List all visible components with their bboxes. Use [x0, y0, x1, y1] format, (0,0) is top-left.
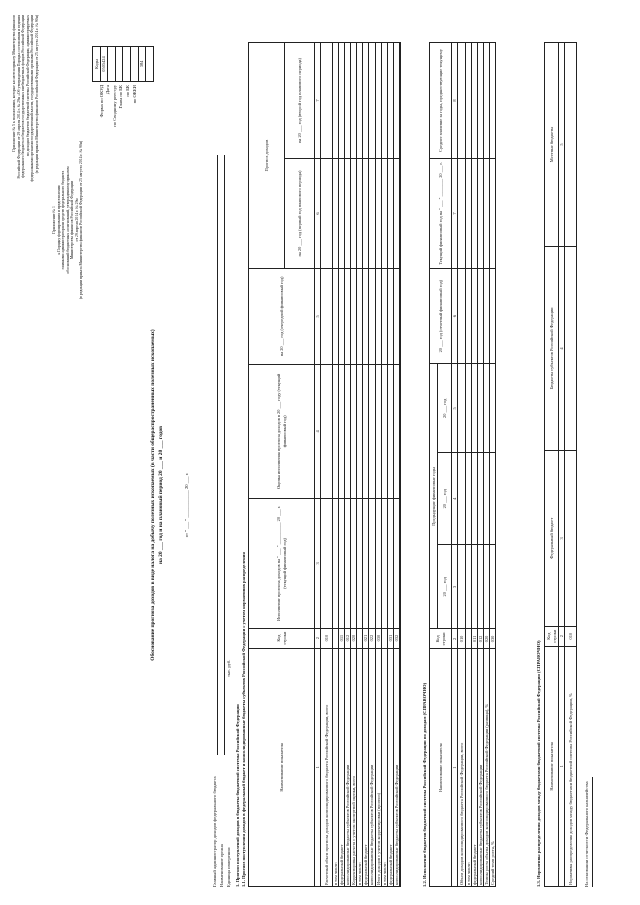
form-date: от " ___ " ____________ 20 ___ г. — [184, 472, 189, 538]
table-row: в том числе: — [381, 43, 387, 887]
table-row — [399, 43, 400, 887]
table-row: федеральный бюджет 031 — [387, 43, 393, 887]
footnote: На основании отчетности Федерального казначейства — [584, 781, 589, 887]
table-row: федеральный бюджет 021 — [363, 43, 369, 887]
section-1-2-heading: 1.2. Исполнение бюджетов бюджетной системы Российской Федерации по доходам (СПРАВОЧНО) — [422, 682, 427, 887]
approval-note: Приложение № 1 к Порядку формирования и представления главными администраторами средств федерального бюджета обоснований бюджетных ассигнований, утвержденному приказом Министерства финансов Российской Федерации от 29 апреля 2014 г. № 29н (в редакции приказа Министерства финансов Российской Федерации от 25 августа 2014 г. № 90н) — [52, 140, 84, 300]
table-execution: Наименование показателя Код строки Предыдущие финансовые годы 20 ___ год (отчетный финансовый год) Текущий финансовый год на " ___ " ________ 20 ___ г. Среднее значение за годы, предшествующие текущему 20 ___ год 20 ___ год 20 ___ год 1 2 3 4 5 6 7 8 Объем доходов консолидированного бюджета Российской Федерации, всего 010 в том числе: федеральный бюджет 011 консолидированные бюджеты субъектов Российской Федерации 012 Темпы роста объема доходов консолидированного бюджета Российской Федерации (разница), % 020 Средний темп роста, % 030 — [429, 42, 496, 887]
table-row: федеральный бюджет 011 — [339, 43, 345, 887]
table-row: консолидированные бюджеты субъектов Российской Федерации 012 — [345, 43, 351, 887]
codes-box: Коды 0505424 384 — [92, 46, 154, 82]
admin-label: Главный администратор доходов федерального бюджета — [212, 776, 217, 887]
table-norms: Наименование показателя Код строки Федеральный бюджет Бюджеты субъектов Российской Федерации Местные бюджеты 1 2 3 4 5 Нормативы распределения доходов между бюджетами бюджетной системы Российской Федерации, % 010 — [544, 42, 577, 887]
table-row: Итого доходов с учетом корректировки (прогноз) 030 — [375, 43, 381, 887]
codes-labels: Форма по ОКУД Дата по Сводному реестру Глава по БК по БК по ОКЕИ — [98, 85, 137, 127]
table-row: Средний темп роста, % 030 — [490, 43, 496, 887]
table-row: консолидированные бюджеты субъектов Российской Федерации 022 — [369, 43, 375, 887]
table-row: федеральный бюджет 011 — [472, 43, 478, 887]
unit-value: тыс. руб. — [226, 659, 231, 677]
table-row: Корректировка расчета с учетом экспертной оценки, всего 020 — [351, 43, 357, 887]
appendix-note: Приложение № 5 к положениям, которые касаются приказу Министерства финансов Российской Федерации от 29 апреля 2014 г. № 29н «Об утверждении Порядка составления и ведения федерального бюджета и бюджетов государственных внебюджетных фондов Российской Федерации по доходам бюджетов бюджетной системы Российской Федерации, администрируемых федеральными органами государственной власти, государственными органами Российской Федерации (в редакции приказа Министерства финансов Российской Федерации от 25 августа 2014 г. № 90н) — [12, 15, 39, 182]
form-title: Обоснование прогноза доходов в виде налога на добычу полезных ископаемых (в части общераспространенных полезных ископаемых) — [150, 329, 156, 661]
table-row: консолидированные бюджеты субъектов Российской Федерации 032 — [393, 43, 399, 887]
table-row: Расчетный объем прогноза доходов консолидированного бюджета Российской Федерации, всего 010 — [321, 43, 333, 887]
table-row: Объем доходов консолидированного бюджета Российской Федерации, всего 010 — [458, 43, 466, 887]
section-1-heading: 1. Прогноз поступлений доходов в бюджеты бюджетной системы Российской Федерации — [235, 704, 240, 887]
name-label: Наименование органа — [219, 844, 224, 887]
section-1-1-heading: 1.1. Прогноз поступления доходов в федеральный бюджет и консолидированные бюджеты субъектов Российской Федерации с учетом нормативов распределения — [241, 552, 246, 887]
form-title-period: на 20 ___ год и на плановый период 20 ___ и 20 ___ годов — [158, 426, 164, 564]
table-row: консолидированные бюджеты субъектов Российской Федерации 012 — [478, 43, 484, 887]
table-row: в том числе: — [357, 43, 363, 887]
table-row: Нормативы распределения доходов между бюджетами бюджетной системы Российской Федерации, % 010 — [565, 43, 577, 887]
table-row: Темпы роста объема доходов консолидированного бюджета Российской Федерации (разница), % 020 — [484, 43, 490, 887]
table-row: в том числе: — [466, 43, 472, 887]
unit-label: Единица измерения: — [226, 847, 231, 887]
table-forecast: Наименование показателя Код строки Исполнение прогноза доходов на " ___ " __________ 20 ___ г. (текущий финансовый год) Оценка исполнения прогноза доходов в 20 ___ году (текущий финансовый год) на 20 ___ год (очередной финансовый год) Прогноз доходов на 20 ___ год (первый год планового периода) на 20 ___ год (второй год планового периода) 1 2 3 4 5 6 7 Расчетный объем прогноза доходов консолидированного бюджета Российской Федерации, всего 010 в том числе: федеральный бюджет 011 консолидированные бюджеты субъектов Российской Федерации 012 Корректировка расчета с учетом экспертной оценки, всего 020 в том числе: федеральный бюджет 021 консолидированные бюджеты субъектов Российской Федерации 022 Итого доходов с учетом корректировки (прогноз) 030 в том числе: федеральный бюджет 031 консолидированные бюджеты субъектов Российской Федерации 032 — [248, 42, 401, 887]
section-1-3-heading: 1.3. Нормативы распределения доходов между бюджетами бюджетной системы Российской Федерации (СПРАВОЧНО) — [536, 640, 541, 887]
table-row: в том числе: — [333, 43, 339, 887]
